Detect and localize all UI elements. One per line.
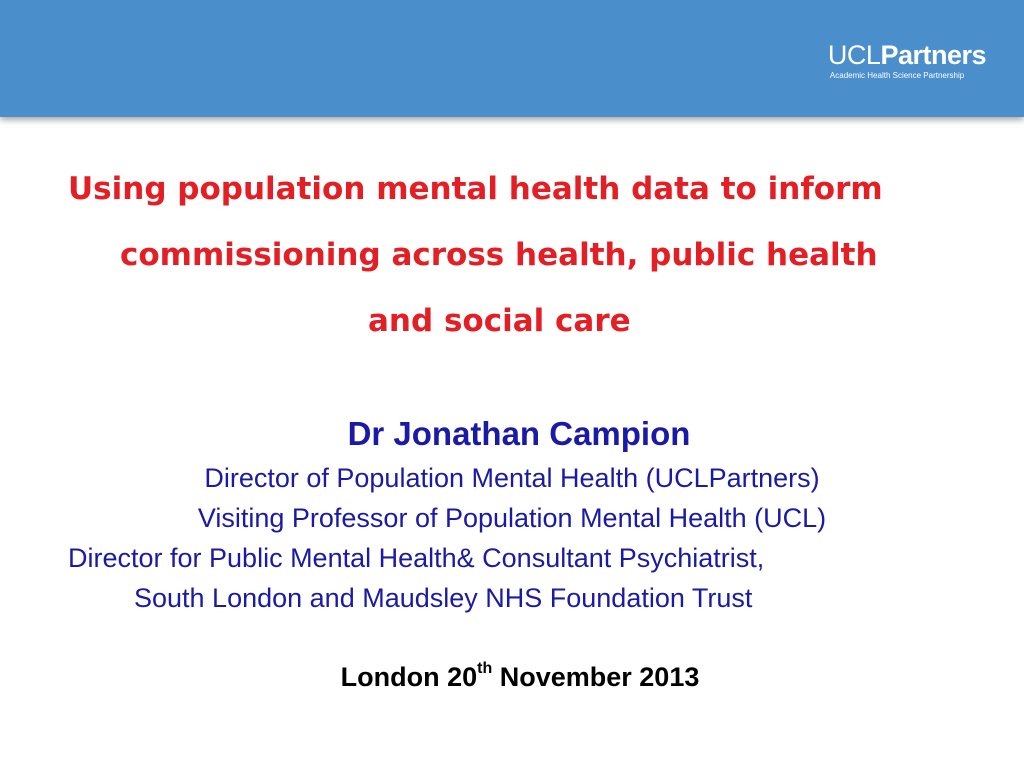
logo-tagline: Academic Health Science Partnership bbox=[829, 71, 965, 80]
speaker-role-1: Director of Population Mental Health (UCLPartners) bbox=[204, 463, 820, 493]
speaker-role-2: Visiting Professor of Population Mental Health (UCL) bbox=[197, 503, 827, 533]
logo-ucl-text: UCL bbox=[827, 40, 881, 70]
title-line-3: and social care bbox=[368, 303, 631, 339]
title-line-2: commissioning across health, public health bbox=[120, 237, 878, 273]
uclpartners-logo bbox=[828, 42, 986, 81]
speaker-block bbox=[0, 410, 1024, 618]
speaker-role-4: South London and Maudsley NHS Foundation Trust bbox=[134, 583, 753, 613]
date-ordinal-suffix: th bbox=[477, 660, 493, 677]
logo-wordmark bbox=[828, 42, 986, 69]
title-line-1: Using population mental health data to inform bbox=[68, 171, 883, 207]
speaker-name: Dr Jonathan Campion bbox=[347, 415, 691, 452]
speaker-role-3: Director for Public Mental Health& Consultant Psychiatrist, bbox=[68, 543, 765, 573]
date-suffix: November 2013 bbox=[492, 662, 700, 692]
logo-partners-text: Partners bbox=[880, 40, 986, 70]
header-band bbox=[0, 0, 1024, 117]
event-date bbox=[8, 662, 1024, 693]
presentation-title bbox=[62, 156, 962, 354]
date-prefix: London 20 bbox=[340, 662, 478, 692]
